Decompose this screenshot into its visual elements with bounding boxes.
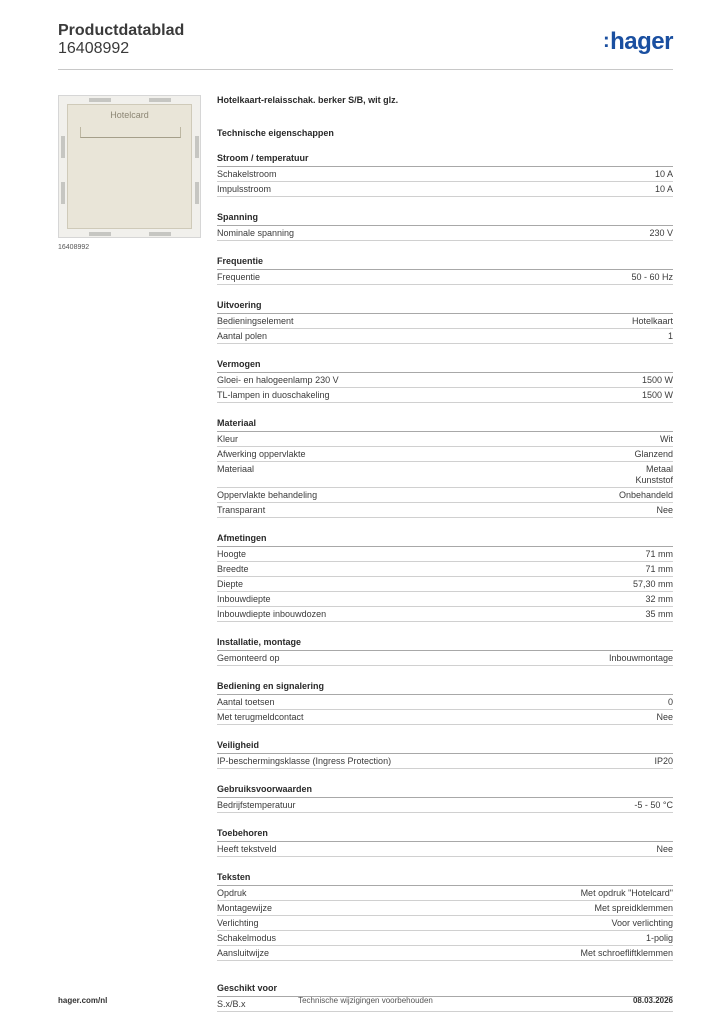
spec-group-title: Bediening en signalering [217,681,673,695]
spec-value: Hotelkaart [631,316,673,326]
spec-group [217,637,673,666]
spec-group-title: Afmetingen [217,533,673,547]
image-caption: 16408992 [58,244,90,251]
spec-value: 71 mm [645,564,673,574]
spec-group [217,300,673,344]
spec-label: Inbouwdiepte [217,594,271,604]
spec-group-title: Frequentie [217,256,673,270]
frame-clip [149,232,171,236]
spec-label: Materiaal [217,464,255,474]
spec-row [217,710,673,725]
spec-label: Met terugmeldcontact [217,712,304,722]
spec-content [217,95,673,1012]
spec-label: Aansluitwijze [217,948,270,958]
spec-row [217,562,673,577]
spec-group [217,828,673,857]
spec-label: Gemonteerd op [217,653,280,663]
spec-group [217,418,673,518]
spec-row [217,314,673,329]
spec-group [217,256,673,285]
spec-value: 32 mm [645,594,673,604]
spec-label: IP-beschermingsklasse (Ingress Protection) [217,756,392,766]
spec-row [217,901,673,916]
spec-row [217,503,673,518]
frame-clip [195,136,199,158]
spec-group [217,359,673,403]
spec-value: Met schroefliftklemmen [580,948,673,958]
spec-value: Nee [656,844,673,854]
spec-value: Voor verlichting [611,918,673,928]
spec-group-title: Gebruiksvoorwaarden [217,784,673,798]
spec-value: Nee [656,505,673,515]
spec-group-title: Teksten [217,872,673,886]
spec-label: Oppervlakte behandeling [217,490,318,500]
spec-value: 0 [667,697,673,707]
spec-label: Hoogte [217,549,247,559]
spec-value: -5 - 50 °C [634,800,673,810]
spec-group-title: Geschikt voor [217,983,673,997]
spec-value: 1 [667,331,673,341]
spec-value: Nee [656,712,673,722]
switch-plate [67,104,192,229]
spec-label: Inbouwdiepte inbouwdozen [217,609,327,619]
spec-label: Verlichting [217,918,259,928]
spec-group-title: Materiaal [217,418,673,432]
spec-label: Gloei- en halogeenlamp 230 V [217,375,339,385]
spec-group [217,533,673,622]
spec-row [217,842,673,857]
spec-label: Kleur [217,434,239,444]
spec-label: Diepte [217,579,244,589]
spec-label: Bedrijfstemperatuur [217,800,296,810]
section-title: Technische eigenschappen [217,128,334,138]
spec-row [217,592,673,607]
spec-label: Breedte [217,564,249,574]
spec-row [217,695,673,710]
spec-row [217,373,673,388]
spec-label: Heeft tekstveld [217,844,277,854]
spec-group [217,872,673,961]
spec-label: Schakelstroom [217,169,277,179]
spec-row [217,329,673,344]
frame-clip [89,98,111,102]
spec-value: 1500 W [641,375,673,385]
spec-row [217,798,673,813]
spec-group-title: Toebehoren [217,828,673,842]
spec-value: Onbehandeld [618,490,673,500]
spec-label: S.x/B.x [217,999,246,1009]
spec-value: Inbouwmontage [608,653,673,663]
spec-group-title: Uitvoering [217,300,673,314]
spec-row [217,607,673,622]
spec-label: TL-lampen in duoschakeling [217,390,330,400]
spec-groups [217,153,673,1012]
spec-row [217,916,673,931]
spec-label: Afwerking oppervlakte [217,449,306,459]
spec-row [217,270,673,285]
spec-value: Met spreidklemmen [594,903,673,913]
product-image [58,95,201,238]
spec-value: 1-polig [645,933,673,943]
spec-group [217,681,673,725]
spec-group-title: Spanning [217,212,673,226]
document-number: 16408992 [58,40,130,57]
spec-label: Montagewijze [217,903,273,913]
spec-group-title: Stroom / temperatuur [217,153,673,167]
frame-clip [195,182,199,204]
spec-value: 50 - 60 Hz [631,272,673,282]
spec-row [217,462,673,488]
spec-value: 1500 W [641,390,673,400]
product-name: Hotelkaart-relaisschak. berker S/B, wit glz. [217,95,399,105]
spec-row [217,946,673,961]
header-divider [58,69,673,70]
document-title: Productdatablad [58,22,185,39]
spec-label: Opdruk [217,888,247,898]
spec-value: Metaal Kunststof [635,464,673,485]
spec-row [217,432,673,447]
spec-value: 57,30 mm [632,579,673,589]
hager-logo [603,28,673,56]
footer-disclaimer: Technische wijzigingen voorbehouden [298,996,433,1005]
spec-row [217,547,673,562]
spec-row [217,931,673,946]
plate-label: Hotelcard [110,110,149,120]
logo-text: hager [610,28,673,55]
spec-value: 10 A [654,184,673,194]
logo-mark-icon: : [602,30,610,52]
spec-row [217,226,673,241]
spec-row [217,886,673,901]
card-slot [80,127,181,138]
spec-value: IP20 [654,756,673,766]
spec-label: Impulsstroom [217,184,272,194]
page-header [58,20,673,68]
spec-label: Transparant [217,505,266,515]
frame-clip [61,182,65,204]
spec-row [217,577,673,592]
spec-row [217,388,673,403]
spec-value: 35 mm [645,609,673,619]
spec-group [217,740,673,769]
frame-clip [149,98,171,102]
spec-group-title: Veiligheid [217,740,673,754]
spec-row [217,651,673,666]
spec-value: 71 mm [645,549,673,559]
spec-group [217,784,673,813]
spec-group-title: Vermogen [217,359,673,373]
spec-group [217,153,673,197]
spec-row [217,447,673,462]
spec-label: Aantal polen [217,331,268,341]
spec-label: Frequentie [217,272,261,282]
spec-row [217,182,673,197]
footer-website: hager.com/nl [58,996,108,1005]
spec-row [217,488,673,503]
spec-row [217,754,673,769]
spec-label: Schakelmodus [217,933,277,943]
spec-value: Wit [660,434,673,444]
spec-value: 230 V [649,228,673,238]
spec-row [217,167,673,182]
spec-label: Nominale spanning [217,228,295,238]
spec-label: Bedieningselement [217,316,294,326]
spec-value: Glanzend [634,449,673,459]
frame-clip [89,232,111,236]
spec-value: 10 A [654,169,673,179]
footer-date: 08.03.2026 [632,996,673,1005]
frame-clip [61,136,65,158]
spec-label: Aantal toetsen [217,697,275,707]
spec-group-title: Installatie, montage [217,637,673,651]
spec-group [217,212,673,241]
spec-value: Met opdruk "Hotelcard" [580,888,673,898]
